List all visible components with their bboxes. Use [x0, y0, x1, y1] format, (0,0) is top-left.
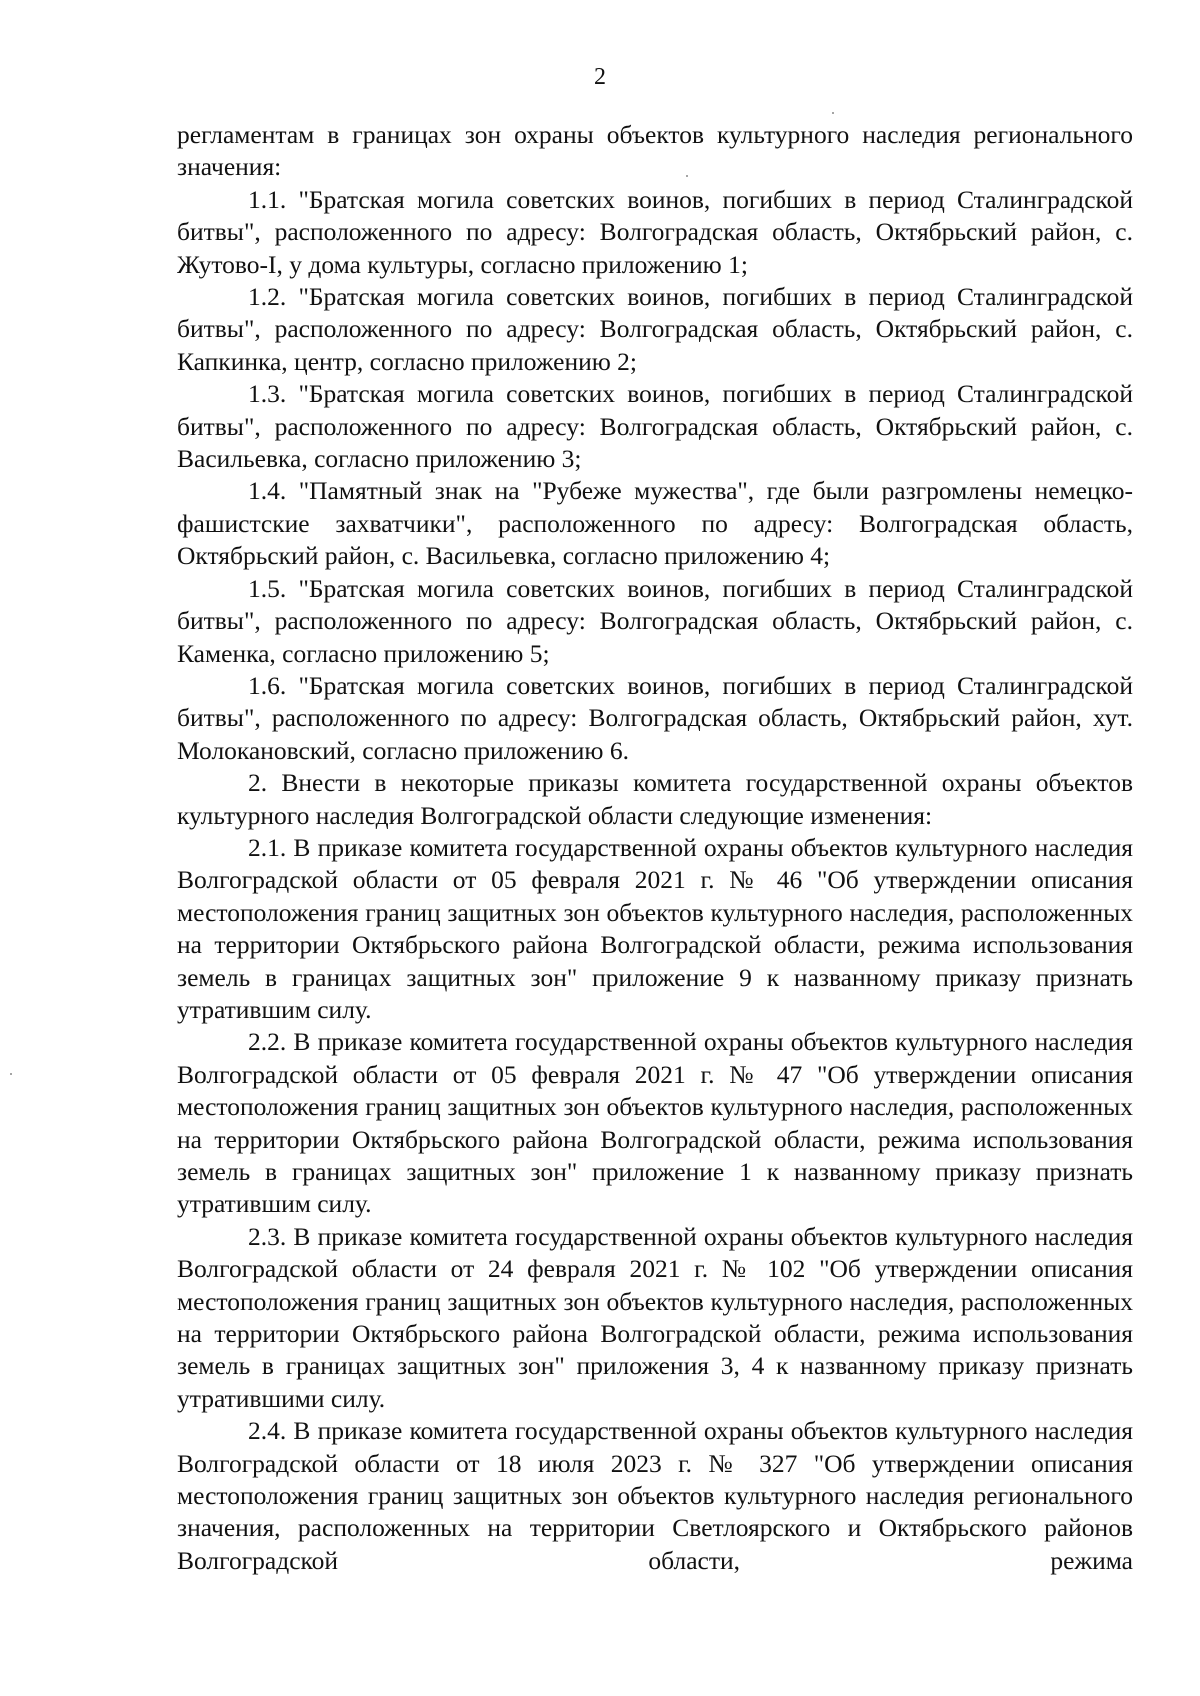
- scan-speck: [686, 175, 688, 177]
- paragraph-2-1: 2.1. В приказе комитета государственной охраны объектов культурного наследия Волгоградской области от 05 февраля 2021 г. № 46 "Об утверждении описания местоположения границ защитных зон объектов культурного наследия, расположенных на территории Октябрьского района Волгоградской области, режима использования земель в границах защитных зон" приложение 9 к названному приказу признать утратившим силу.: [177, 832, 1133, 1024]
- paragraph-2-3: 2.3. В приказе комитета государственной охраны объектов культурного наследия Волгоградской области от 24 февраля 2021 г. № 102 "Об утверждении описания местоположения границ защитных зон объектов культурного наследия, расположенных на территории Октябрьского района Волгоградской области, режима использования земель в границах защитных зон" приложения 3, 4 к названному приказу признать утратившими силу.: [177, 1221, 1133, 1413]
- paragraph-2-2: 2.2. В приказе комитета государственной охраны объектов культурного наследия Волгоградской области от 05 февраля 2021 г. № 47 "Об утверждении описания местоположения границ защитных зон объектов культурного наследия, расположенных на территории Октябрьского района Волгоградской области, режима использования земель в границах защитных зон" приложение 1 к названному приказу признать утратившим силу.: [177, 1027, 1133, 1219]
- paragraph-1-3: 1.3. "Братская могила советских воинов, погибших в период Сталинградской битвы", расположенного по адресу: Волгоградская область, Октябрьский район, с. Васильевка, согласно приложению 3;: [177, 379, 1133, 474]
- paragraph-1-6: 1.6. "Братская могила советских воинов, погибших в период Сталинградской битвы", расположенного по адресу: Волгоградская область, Октябрьский район, хут. Молокановский, согласно приложению 6.: [177, 670, 1133, 765]
- paragraph-2: 2. Внести в некоторые приказы комитета государственной охраны объектов культурного наследия Волгоградской области следующие изменения:: [177, 768, 1133, 830]
- paragraph-1-5: 1.5. "Братская могила советских воинов, погибших в период Сталинградской битвы", расположенного по адресу: Волгоградская область, Октябрьский район, с. Каменка, согласно приложению 5;: [177, 573, 1133, 668]
- paragraph-1-2: 1.2. "Братская могила советских воинов, погибших в период Сталинградской битвы", расположенного по адресу: Волгоградская область, Октябрьский район, с. Капкинка, центр, согласно приложению 2;: [177, 282, 1133, 376]
- paragraph-2-4: 2.4. В приказе комитета государственной охраны объектов культурного наследия Волгоградской области от 18 июля 2023 г. № 327 "Об утверждении описания местоположения границ защитных зон объектов культурного наследия регионального значения, расположенных на территории Светлоярского и Октябрьского районов Волгоградской области, режима: [177, 1416, 1133, 1575]
- paragraph-1-4: 1.4. "Памятный знак на "Рубеже мужества", где были разгромлены немецко-фашистские захватчики", расположенного по адресу: Волгоградская область, Октябрьский район, с. Васильевка, согласно приложению 4;: [177, 476, 1133, 571]
- paragraph-intro: регламентам в границах зон охраны объектов культурного наследия регионального значения:: [177, 120, 1133, 182]
- page-number: 2: [594, 64, 606, 90]
- document-body: [177, 119, 1133, 1577]
- paragraph-1-1: 1.1. "Братская могила советских воинов, погибших в период Сталинградской битвы", расположенного по адресу: Волгоградская область, Октябрьский район, с. Жутово-I, у дома культуры, согласно приложению 1;: [177, 184, 1133, 279]
- scan-speck: [10, 1073, 12, 1075]
- scan-speck: [832, 112, 834, 114]
